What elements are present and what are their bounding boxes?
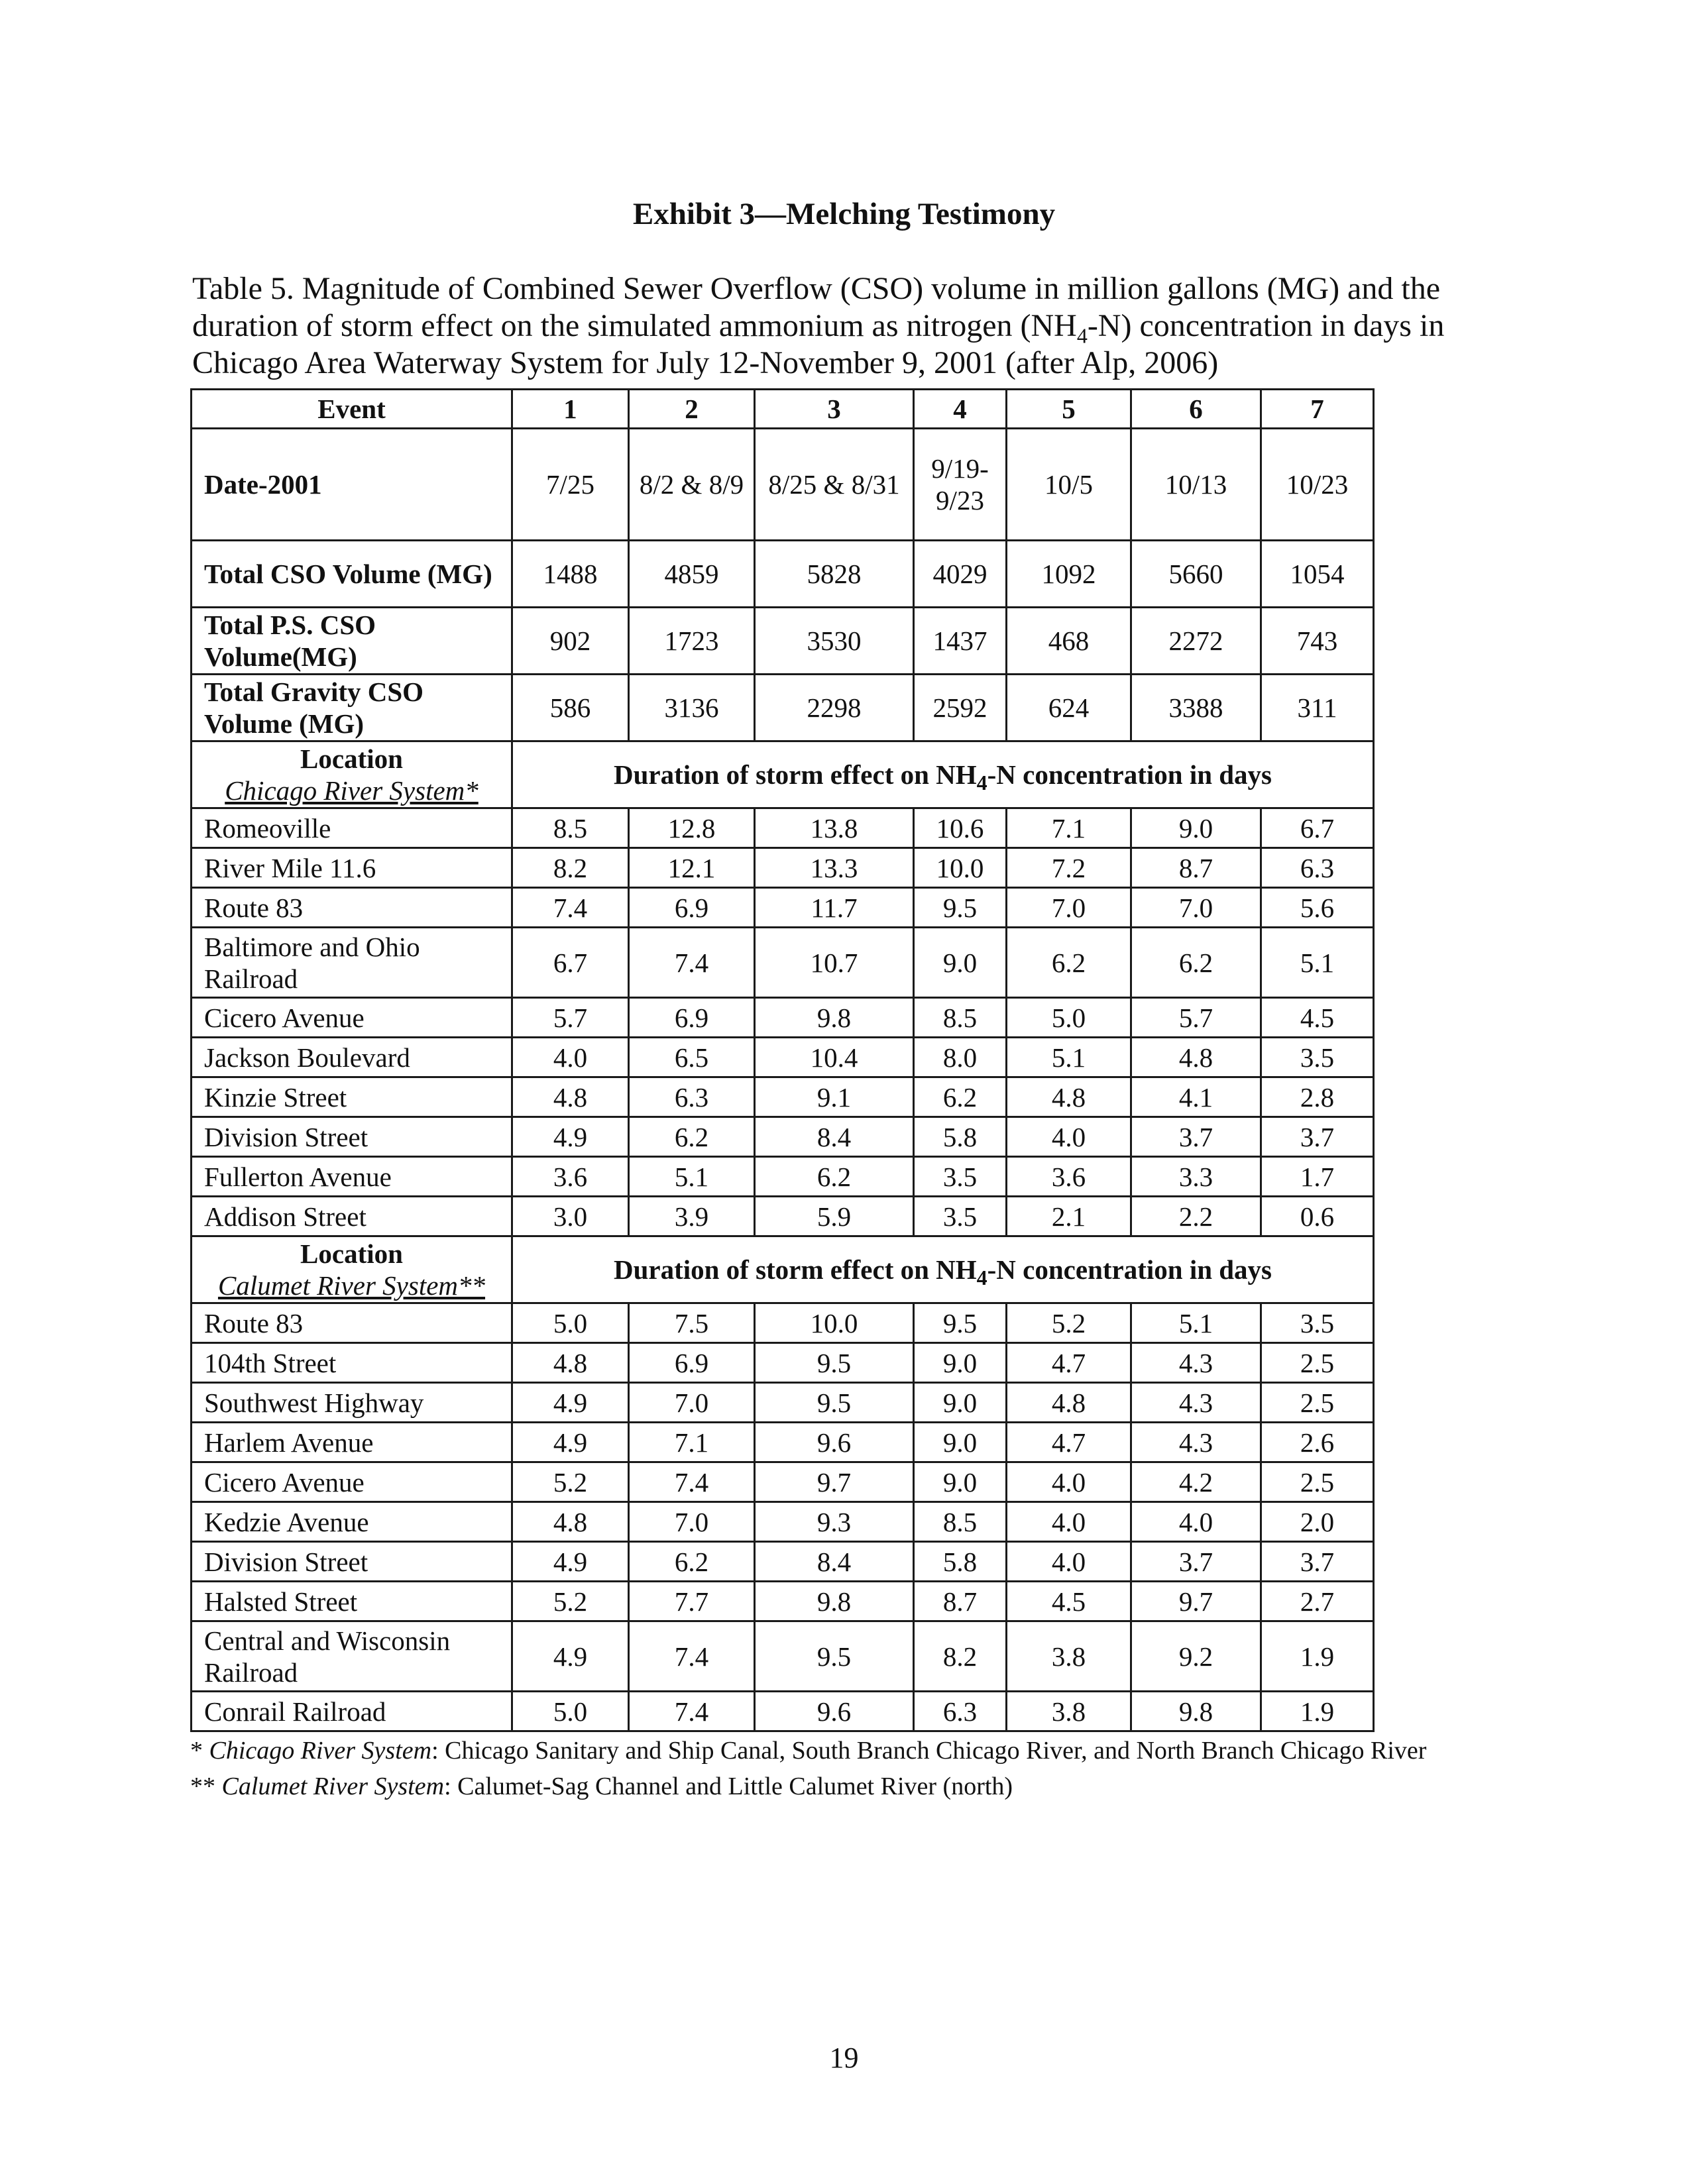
- duration-cell: 8.5: [914, 998, 1007, 1038]
- duration-cell: 5.7: [1131, 998, 1261, 1038]
- location-name: Kedzie Avenue: [192, 1502, 512, 1542]
- table-row: [192, 998, 1374, 1038]
- row-label: Total Gravity CSO Volume (MG): [192, 675, 512, 741]
- duration-cell: 3.9: [629, 1197, 755, 1236]
- duration-cell: 7.0: [629, 1502, 755, 1542]
- duration-cell: 4.0: [512, 1038, 629, 1077]
- duration-cell: 7.2: [1007, 848, 1131, 888]
- duration-cell: 8.2: [512, 848, 629, 888]
- volume-cell: 4029: [914, 541, 1007, 608]
- duration-cell: 5.2: [512, 1462, 629, 1502]
- duration-cell: 3.6: [512, 1157, 629, 1197]
- duration-cell: 6.3: [1261, 848, 1374, 888]
- date-row: [192, 429, 1374, 541]
- duration-cell: 8.4: [755, 1117, 914, 1157]
- duration-cell: 9.5: [755, 1621, 914, 1692]
- duration-cell: 3.5: [914, 1197, 1007, 1236]
- duration-cell: 6.7: [512, 928, 629, 998]
- duration-header: Duration of storm effect on $NH_4-N$ concentration in days: [512, 1236, 1374, 1303]
- duration-cell: 7.0: [629, 1383, 755, 1423]
- table-caption: Table 5. Magnitude of Combined Sewer Overflow (CSO) volume in million gallons (MG) and the duration of storm effect on the simulated ammonium as nitrogen $(NH_4-N)$ concentration in days in Chicago Area Waterway System for July 12-November 9, 2001 (after Alp, 2006): [192, 271, 1445, 380]
- footnote-calumet: ** Calumet River System: Calumet-Sag Channel and Little Calumet River (north): [190, 1773, 1013, 1800]
- duration-cell: 6.3: [914, 1692, 1007, 1731]
- volume-cell: 743: [1261, 608, 1374, 675]
- duration-cell: 3.7: [1261, 1117, 1374, 1157]
- duration-cell: 6.2: [755, 1157, 914, 1197]
- duration-cell: 4.0: [1007, 1117, 1131, 1157]
- footnote-chicago: * Chicago River System: Chicago Sanitary and Ship Canal, South Branch Chicago River, and North Branch Chicago River: [190, 1737, 1427, 1765]
- cso-duration-table: [190, 388, 1375, 1732]
- location-title: Location: [300, 1238, 403, 1269]
- date-cell: 10/5: [1007, 429, 1131, 541]
- duration-cell: 5.1: [1131, 1303, 1261, 1343]
- duration-cell: 1.7: [1261, 1157, 1374, 1197]
- volume-cell: 1488: [512, 541, 629, 608]
- volume-cell: 624: [1007, 675, 1131, 741]
- duration-cell: 6.9: [629, 998, 755, 1038]
- duration-cell: 9.7: [1131, 1582, 1261, 1621]
- location-title: Location: [300, 743, 403, 774]
- duration-cell: 8.0: [914, 1038, 1007, 1077]
- duration-cell: 4.8: [512, 1343, 629, 1383]
- duration-cell: 5.9: [755, 1197, 914, 1236]
- location-name: Route 83: [192, 888, 512, 928]
- duration-cell: 9.5: [755, 1343, 914, 1383]
- row-label: Total P.S. CSO Volume(MG): [192, 608, 512, 675]
- duration-cell: 12.1: [629, 848, 755, 888]
- duration-cell: 3.3: [1131, 1157, 1261, 1197]
- duration-cell: 8.5: [914, 1502, 1007, 1542]
- volume-cell: 3388: [1131, 675, 1261, 741]
- duration-cell: 6.2: [629, 1542, 755, 1582]
- duration-cell: 6.3: [629, 1077, 755, 1117]
- date-cell: 10/13: [1131, 429, 1261, 541]
- volume-cell: 5660: [1131, 541, 1261, 608]
- duration-cell: 1.9: [1261, 1621, 1374, 1692]
- page-number: 19: [829, 2042, 859, 2074]
- duration-cell: 9.0: [1131, 808, 1261, 848]
- duration-cell: 4.9: [512, 1383, 629, 1423]
- volume-cell: 2592: [914, 675, 1007, 741]
- duration-cell: 2.7: [1261, 1582, 1374, 1621]
- header-row: [192, 390, 1374, 429]
- duration-cell: 7.7: [629, 1582, 755, 1621]
- duration-cell: 10.0: [755, 1303, 914, 1343]
- duration-cell: 2.5: [1261, 1462, 1374, 1502]
- duration-cell: 9.0: [914, 1423, 1007, 1462]
- duration-cell: 2.5: [1261, 1383, 1374, 1423]
- duration-cell: 13.8: [755, 808, 914, 848]
- duration-cell: 4.9: [512, 1117, 629, 1157]
- duration-cell: 5.7: [512, 998, 629, 1038]
- location-name: River Mile 11.6: [192, 848, 512, 888]
- duration-cell: 4.8: [1007, 1383, 1131, 1423]
- duration-cell: 5.8: [914, 1542, 1007, 1582]
- duration-cell: 13.3: [755, 848, 914, 888]
- location-header: [192, 741, 512, 808]
- duration-cell: 9.7: [755, 1462, 914, 1502]
- event-header: Event: [192, 390, 512, 429]
- event-number: 2: [629, 390, 755, 429]
- section-header-row: [192, 1236, 1374, 1303]
- table-row: [192, 1502, 1374, 1542]
- volume-cell: 1054: [1261, 541, 1374, 608]
- event-number: 6: [1131, 390, 1261, 429]
- duration-cell: 9.3: [755, 1502, 914, 1542]
- duration-cell: 9.5: [914, 888, 1007, 928]
- duration-cell: 6.5: [629, 1038, 755, 1077]
- location-name: Baltimore and Ohio Railroad: [192, 928, 512, 998]
- volume-cell: 311: [1261, 675, 1374, 741]
- duration-cell: 7.4: [512, 888, 629, 928]
- volume-cell: 1092: [1007, 541, 1131, 608]
- duration-cell: 10.0: [914, 848, 1007, 888]
- duration-cell: 3.5: [1261, 1303, 1374, 1343]
- row-label: Date-2001: [192, 429, 512, 541]
- duration-cell: 9.6: [755, 1692, 914, 1731]
- duration-cell: 5.2: [512, 1582, 629, 1621]
- duration-cell: 4.9: [512, 1423, 629, 1462]
- duration-cell: 1.9: [1261, 1692, 1374, 1731]
- location-name: Halsted Street: [192, 1582, 512, 1621]
- duration-cell: 4.3: [1131, 1423, 1261, 1462]
- duration-cell: 7.4: [629, 928, 755, 998]
- duration-cell: 9.8: [1131, 1692, 1261, 1731]
- duration-cell: 7.1: [629, 1423, 755, 1462]
- duration-cell: 2.6: [1261, 1423, 1374, 1462]
- exhibit-title: Exhibit 3—Melching Testimony: [632, 197, 1056, 231]
- volume-cell: 3530: [755, 608, 914, 675]
- table-row: [192, 1423, 1374, 1462]
- duration-cell: 11.7: [755, 888, 914, 928]
- duration-cell: 4.0: [1007, 1462, 1131, 1502]
- duration-cell: 6.2: [1007, 928, 1131, 998]
- duration-cell: 7.4: [629, 1462, 755, 1502]
- volume-cell: 2272: [1131, 608, 1261, 675]
- table-row: [192, 928, 1374, 998]
- location-name: 104th Street: [192, 1343, 512, 1383]
- duration-cell: 7.0: [1131, 888, 1261, 928]
- duration-cell: 8.5: [512, 808, 629, 848]
- table-row: [192, 1692, 1374, 1731]
- duration-cell: 9.5: [755, 1383, 914, 1423]
- table-row: [192, 1303, 1374, 1343]
- duration-cell: 2.5: [1261, 1343, 1374, 1383]
- duration-cell: 4.0: [1007, 1502, 1131, 1542]
- table-row: [192, 1197, 1374, 1236]
- duration-cell: 2.8: [1261, 1077, 1374, 1117]
- location-name: Kinzie Street: [192, 1077, 512, 1117]
- location-name: Addison Street: [192, 1197, 512, 1236]
- duration-cell: 8.2: [914, 1621, 1007, 1692]
- volume-cell: 586: [512, 675, 629, 741]
- duration-cell: 4.1: [1131, 1077, 1261, 1117]
- table-row: [192, 1038, 1374, 1077]
- duration-cell: 6.2: [629, 1117, 755, 1157]
- table-row: [192, 1117, 1374, 1157]
- duration-cell: 7.4: [629, 1621, 755, 1692]
- date-cell: 10/23: [1261, 429, 1374, 541]
- duration-cell: 10.4: [755, 1038, 914, 1077]
- duration-cell: 4.2: [1131, 1462, 1261, 1502]
- duration-cell: 9.6: [755, 1423, 914, 1462]
- location-name: Cicero Avenue: [192, 1462, 512, 1502]
- duration-cell: 2.0: [1261, 1502, 1374, 1542]
- duration-cell: 8.7: [1131, 848, 1261, 888]
- duration-cell: 4.9: [512, 1542, 629, 1582]
- event-number: 7: [1261, 390, 1374, 429]
- duration-cell: 9.8: [755, 1582, 914, 1621]
- location-name: Division Street: [192, 1117, 512, 1157]
- duration-cell: 9.0: [914, 928, 1007, 998]
- duration-cell: 8.4: [755, 1542, 914, 1582]
- duration-cell: 7.1: [1007, 808, 1131, 848]
- date-cell: 8/2 & 8/9: [629, 429, 755, 541]
- volume-row: [192, 608, 1374, 675]
- duration-cell: 2.1: [1007, 1197, 1131, 1236]
- duration-cell: 0.6: [1261, 1197, 1374, 1236]
- location-name: Cicero Avenue: [192, 998, 512, 1038]
- table-row: [192, 1383, 1374, 1423]
- location-name: Fullerton Avenue: [192, 1157, 512, 1197]
- duration-cell: 9.0: [914, 1383, 1007, 1423]
- duration-cell: 10.7: [755, 928, 914, 998]
- duration-cell: 8.7: [914, 1582, 1007, 1621]
- duration-cell: 4.9: [512, 1621, 629, 1692]
- duration-cell: 4.8: [1007, 1077, 1131, 1117]
- duration-cell: 5.8: [914, 1117, 1007, 1157]
- duration-cell: 3.5: [1261, 1038, 1374, 1077]
- location-name: Conrail Railroad: [192, 1692, 512, 1731]
- volume-cell: 468: [1007, 608, 1131, 675]
- volume-cell: 1723: [629, 608, 755, 675]
- duration-cell: 5.0: [1007, 998, 1131, 1038]
- duration-cell: 6.9: [629, 888, 755, 928]
- river-system-name: Calumet River System**: [217, 1270, 486, 1301]
- location-name: Division Street: [192, 1542, 512, 1582]
- duration-cell: 6.2: [914, 1077, 1007, 1117]
- duration-cell: 6.9: [629, 1343, 755, 1383]
- duration-cell: 9.0: [914, 1462, 1007, 1502]
- duration-cell: 4.7: [1007, 1423, 1131, 1462]
- table-row: [192, 1157, 1374, 1197]
- duration-cell: 5.1: [1261, 928, 1374, 998]
- location-name: Southwest Highway: [192, 1383, 512, 1423]
- table-row: [192, 808, 1374, 848]
- duration-cell: 4.5: [1261, 998, 1374, 1038]
- duration-cell: 9.1: [755, 1077, 914, 1117]
- volume-cell: 2298: [755, 675, 914, 741]
- duration-cell: 3.7: [1131, 1117, 1261, 1157]
- section-header-row: [192, 741, 1374, 808]
- event-number: 1: [512, 390, 629, 429]
- volume-cell: 3136: [629, 675, 755, 741]
- duration-cell: 5.0: [512, 1303, 629, 1343]
- duration-cell: 4.7: [1007, 1343, 1131, 1383]
- duration-cell: 10.6: [914, 808, 1007, 848]
- table-row: [192, 1462, 1374, 1502]
- duration-cell: 9.2: [1131, 1621, 1261, 1692]
- volume-row: [192, 675, 1374, 741]
- duration-cell: 5.6: [1261, 888, 1374, 928]
- duration-cell: 6.7: [1261, 808, 1374, 848]
- duration-cell: 3.0: [512, 1197, 629, 1236]
- duration-cell: 4.8: [1131, 1038, 1261, 1077]
- duration-cell: 5.1: [1007, 1038, 1131, 1077]
- duration-cell: 9.8: [755, 998, 914, 1038]
- location-name: Harlem Avenue: [192, 1423, 512, 1462]
- table-row: [192, 1077, 1374, 1117]
- duration-cell: 2.2: [1131, 1197, 1261, 1236]
- event-number: 5: [1007, 390, 1131, 429]
- duration-cell: 3.7: [1261, 1542, 1374, 1582]
- date-cell: 7/25: [512, 429, 629, 541]
- duration-cell: 7.4: [629, 1692, 755, 1731]
- duration-cell: 7.0: [1007, 888, 1131, 928]
- duration-cell: 9.5: [914, 1303, 1007, 1343]
- duration-cell: 5.2: [1007, 1303, 1131, 1343]
- row-label: Total CSO Volume (MG): [192, 541, 512, 608]
- table-row: [192, 848, 1374, 888]
- duration-cell: 7.5: [629, 1303, 755, 1343]
- volume-row: [192, 541, 1374, 608]
- location-name: Jackson Boulevard: [192, 1038, 512, 1077]
- date-cell: 9/19-9/23: [914, 429, 1007, 541]
- duration-cell: 3.8: [1007, 1692, 1131, 1731]
- volume-cell: 902: [512, 608, 629, 675]
- duration-cell: 9.0: [914, 1343, 1007, 1383]
- volume-cell: 5828: [755, 541, 914, 608]
- table-row: [192, 888, 1374, 928]
- duration-cell: 5.0: [512, 1692, 629, 1731]
- duration-cell: 3.7: [1131, 1542, 1261, 1582]
- duration-cell: 4.0: [1131, 1502, 1261, 1542]
- duration-cell: 4.3: [1131, 1343, 1261, 1383]
- duration-cell: 4.3: [1131, 1383, 1261, 1423]
- duration-cell: 3.5: [914, 1157, 1007, 1197]
- event-number: 4: [914, 390, 1007, 429]
- volume-cell: 4859: [629, 541, 755, 608]
- location-header: [192, 1236, 512, 1303]
- duration-cell: 3.6: [1007, 1157, 1131, 1197]
- table-row: [192, 1621, 1374, 1692]
- duration-cell: 3.8: [1007, 1621, 1131, 1692]
- location-name: Central and Wisconsin Railroad: [192, 1621, 512, 1692]
- duration-cell: 4.5: [1007, 1582, 1131, 1621]
- duration-header: Duration of storm effect on $NH_4-N$ concentration in days: [512, 741, 1374, 808]
- volume-cell: 1437: [914, 608, 1007, 675]
- event-number: 3: [755, 390, 914, 429]
- duration-cell: 4.0: [1007, 1542, 1131, 1582]
- duration-cell: 6.2: [1131, 928, 1261, 998]
- date-cell: 8/25 & 8/31: [755, 429, 914, 541]
- table-row: [192, 1343, 1374, 1383]
- duration-cell: 4.8: [512, 1502, 629, 1542]
- table-row: [192, 1582, 1374, 1621]
- river-system-name: Chicago River System*: [225, 775, 478, 806]
- table-row: [192, 1542, 1374, 1582]
- location-name: Romeoville: [192, 808, 512, 848]
- duration-cell: 5.1: [629, 1157, 755, 1197]
- location-name: Route 83: [192, 1303, 512, 1343]
- duration-cell: 4.8: [512, 1077, 629, 1117]
- duration-cell: 12.8: [629, 808, 755, 848]
